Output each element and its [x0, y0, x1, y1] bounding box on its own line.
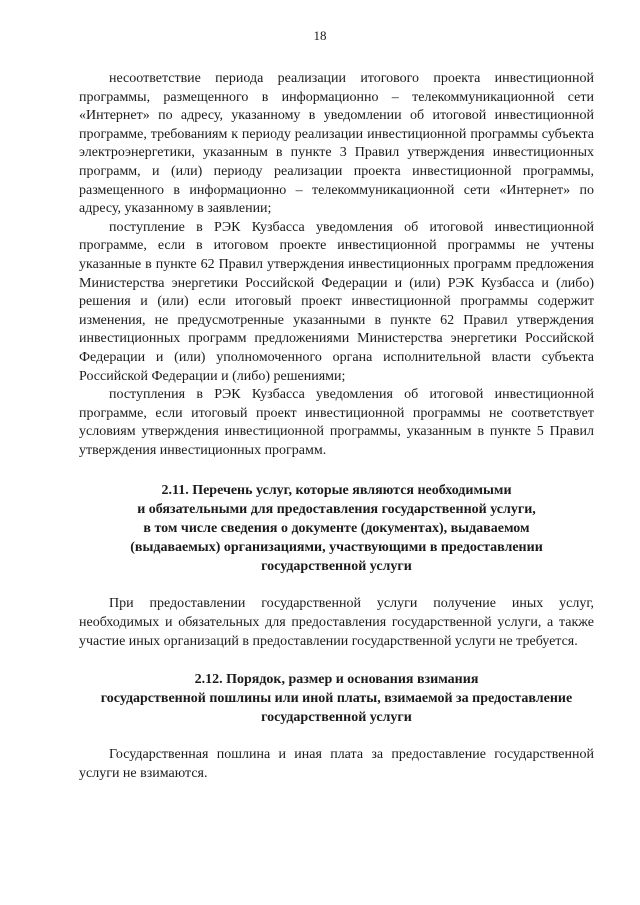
heading-line: (выдаваемых) организациями, участвующими в предоставлении [130, 540, 543, 556]
spacer [79, 727, 594, 746]
paragraph-2-11-body: При предоставлении государственной услуги получение иных услуг, необходимых и обязательных для предоставления государственной услуги, а также участие иных организаций в предоставлении государственной услуги не требуется. [79, 596, 594, 649]
heading-line: и обязательными для предоставления государственной услуги, [137, 502, 536, 518]
spacer [79, 651, 594, 670]
paragraph-rek-notification-not-compliant: поступления в РЭК Кузбасса уведомления об итоговой инвестиционной программе, если итоговый проект инвестиционной программы не соответствует условиям утверждения инвестиционной программы, указанным в пункте 5 Правил утверждения инвестиционных программ. [79, 387, 594, 458]
page-content [79, 70, 594, 783]
page-number: 18 [313, 28, 327, 43]
heading-line: государственной услуги [261, 559, 412, 575]
heading-line: государственной услуги [261, 710, 412, 726]
heading-line: 2.12. Порядок, размер и основания взимания [194, 672, 479, 688]
paragraph-2-12-body: Государственная пошлина и иная плата за предоставление государственной услуги не взимаются. [79, 747, 594, 781]
spacer [79, 460, 594, 481]
section-heading-2-12 [79, 670, 594, 727]
paragraph-mismatch-period: несоответствие периода реализации итогового проекта инвестиционной программы, размещенного в информационно – телекоммуникационной сети «Интернет» по адресу, указанному в уведомлении об итоговой инвестиционной программе, требованиям к периоду реализации инвестиционной программы субъекта электроэнергетики, указанным в пункте 3 Правил утверждения инвестиционных программ, и (или) периоду реализации проекта инвестиционной программы, размещенного в информационно – телекоммуникационной сети «Интернет» по адресу, указанному в заявлении; [79, 71, 594, 217]
paragraph-rek-notification-not-included: поступление в РЭК Кузбасса уведомления об итоговой инвестиционной программе, если в итоговом проекте инвестиционной программы не учтены указанные в пункте 62 Правил утверждения инвестиционных программ предложения Министерства энергетики Российской Федерации и (или) РЭК Кузбасса и (либо) решения и (или) если итоговый проект инвестиционной программы содержит изменения, не предусмотренные указанными в пункте 62 Правил утверждения инвестиционных программ предложениями Министерства энергетики Российской Федерации и (или) уполномоченного органа исполнительной власти субъекта Российской Федерации и (либо) решениями; [79, 219, 594, 384]
heading-line: 2.11. Перечень услуг, которые являются необходимыми [161, 483, 512, 499]
section-heading-2-11 [79, 481, 594, 576]
spacer [79, 576, 594, 595]
heading-line: в том числе сведения о документе (документах), выдаваемом [143, 521, 530, 537]
heading-line: государственной пошлины или иной платы, взимаемой за предоставление [100, 691, 573, 707]
